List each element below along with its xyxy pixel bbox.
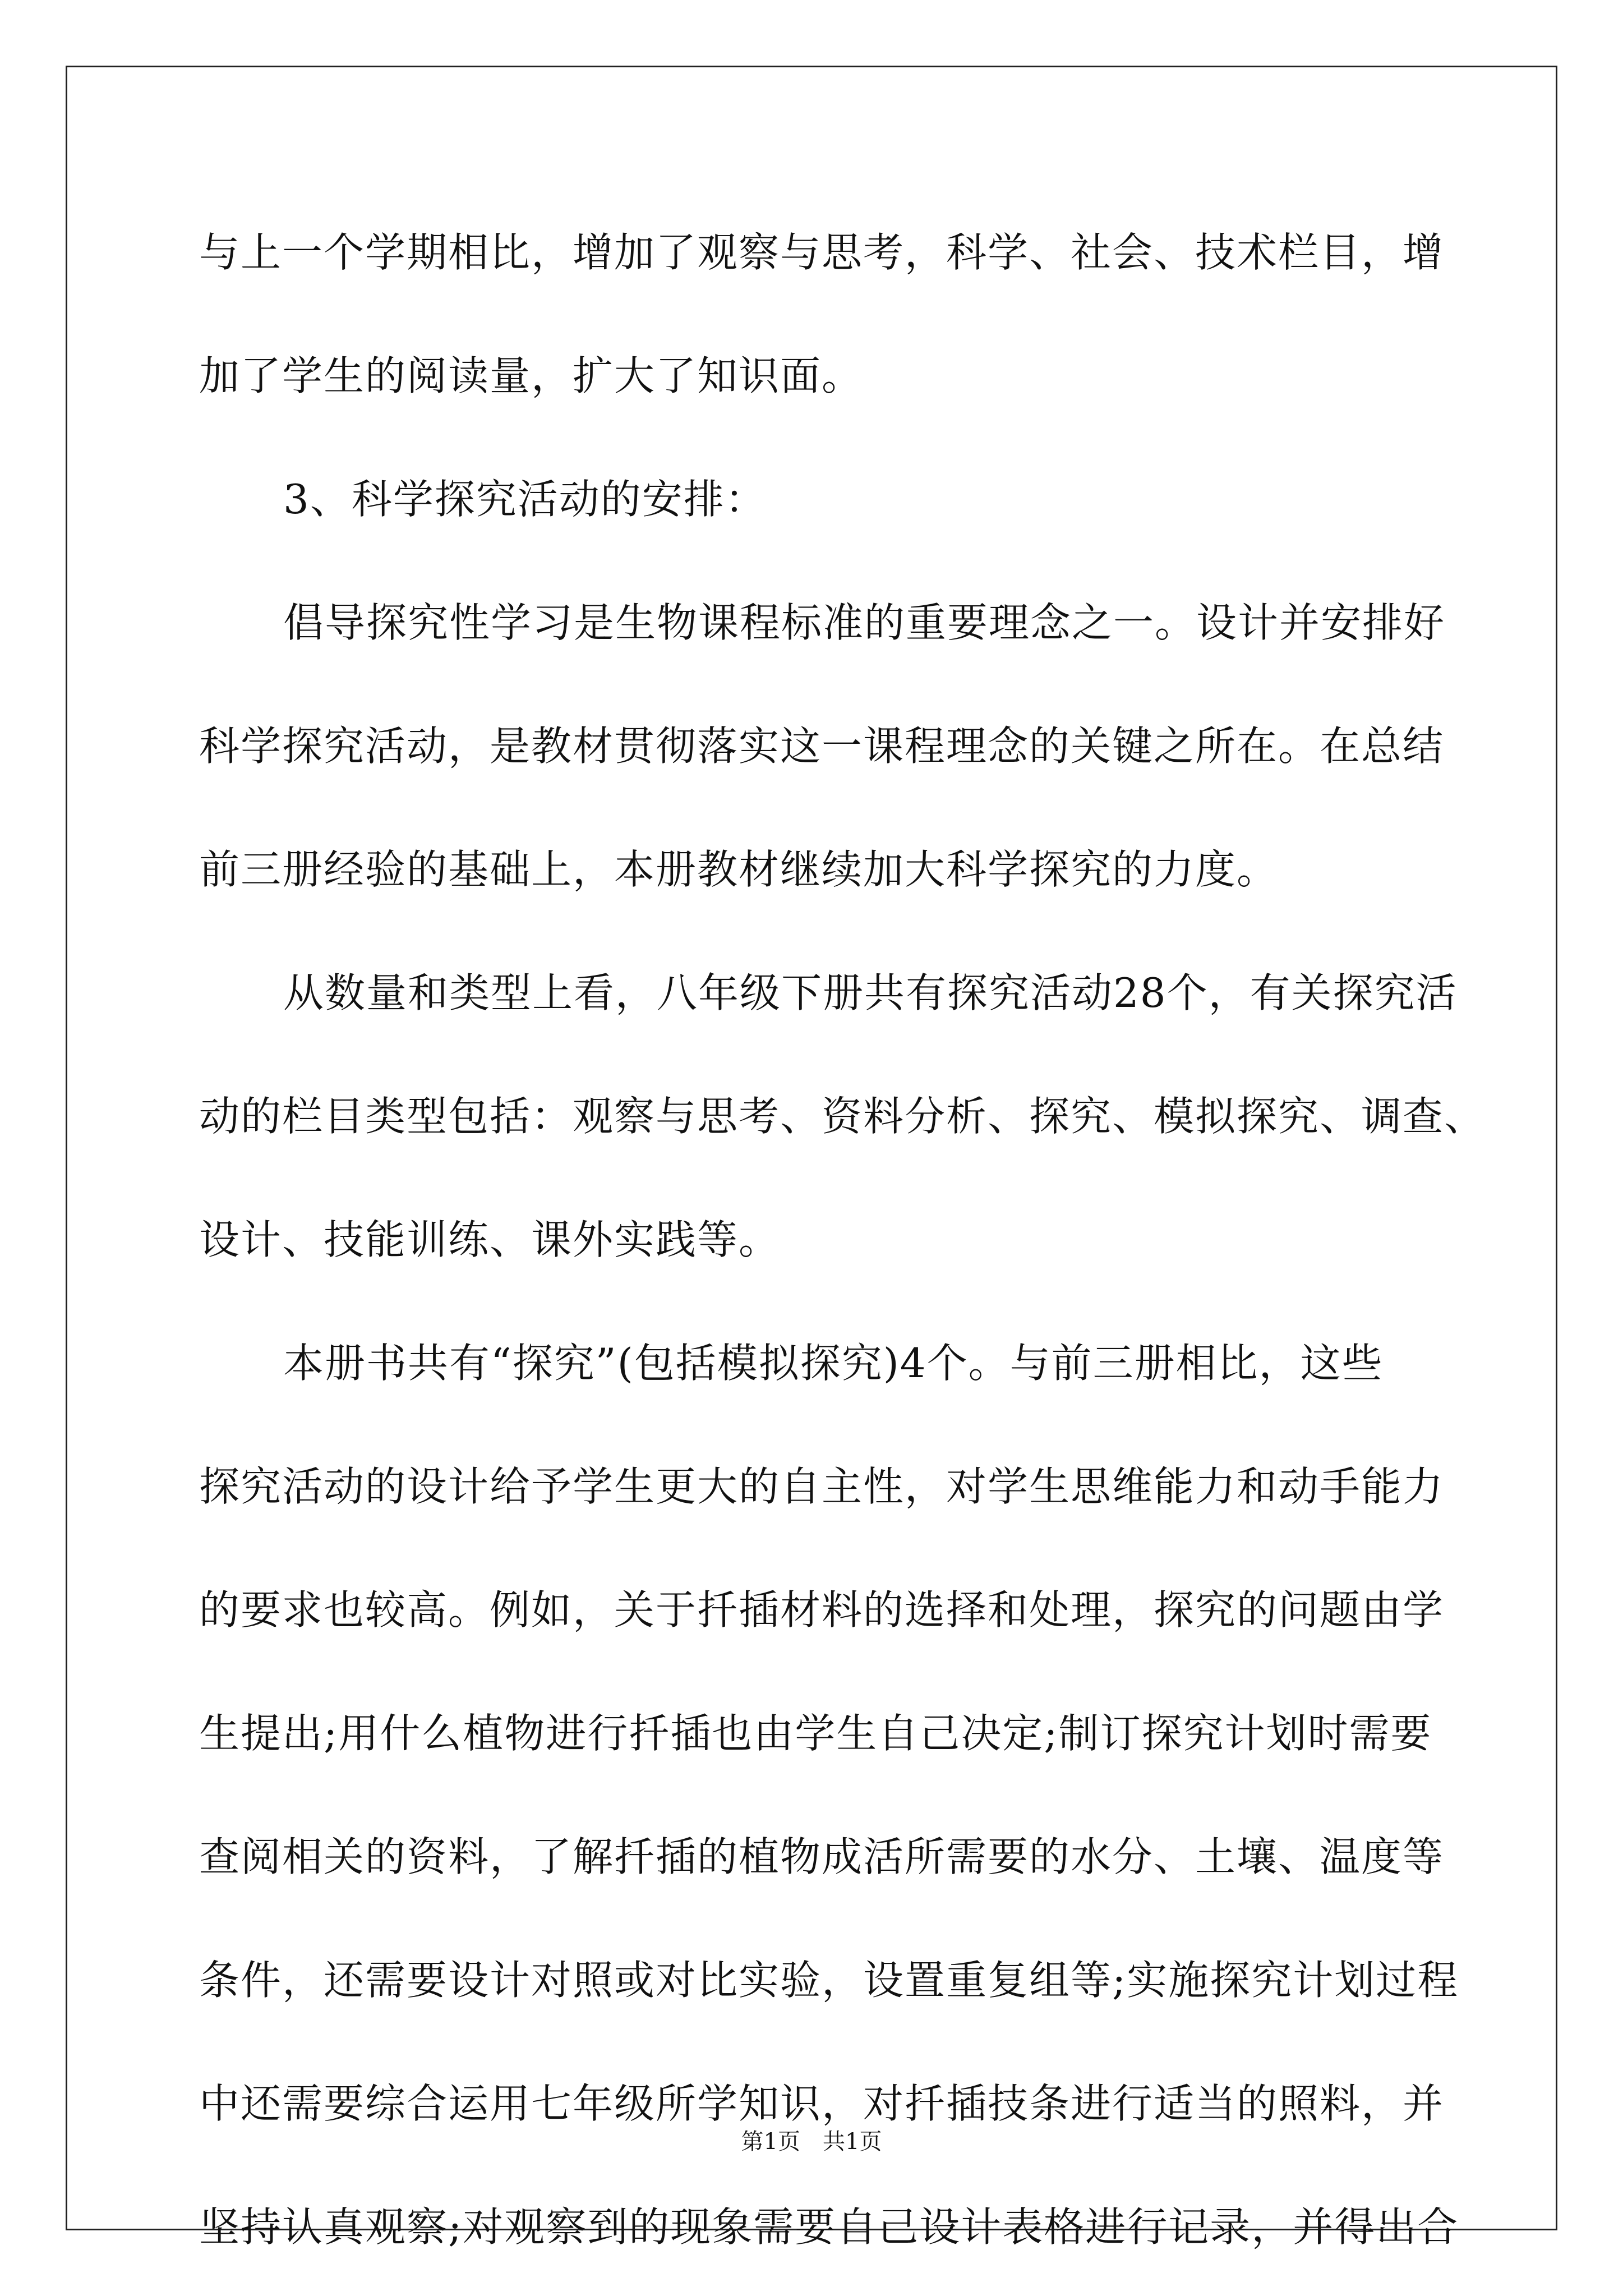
text-line: 查阅相关的资料，了解扦插的植物成活所需要的水分、土壤、温度等 — [199, 1833, 1445, 1880]
section-heading: 3、科学探究活动的安排： — [283, 476, 767, 523]
paragraph-start: 倡导探究性学习是生物课程标准的重要理念之一。设计并安排好 — [283, 599, 1446, 646]
text-line: 加了学生的阅读量，扩大了知识面。 — [199, 352, 864, 399]
paragraph-start: 从数量和类型上看，八年级下册共有探究活动28个，有关探究活 — [283, 969, 1458, 1016]
text-line: 生提出;用什么植物进行扦插也由学生自己决定;制订探究计划时需要 — [199, 1710, 1432, 1757]
text-line: 探究活动的设计给予学生更大的自主性，对学生思维能力和动手能力 — [199, 1463, 1445, 1510]
text-line: 与上一个学期相比，增加了观察与思考，科学、社会、技术栏目，增 — [199, 229, 1445, 276]
text-line: 前三册经验的基础上，本册教材继续加大科学探究的力度。 — [199, 846, 1279, 893]
text-line: 科学探究活动，是教材贯彻落实这一课程理念的关键之所在。在总结 — [199, 723, 1445, 770]
text-line: 的要求也较高。例如，关于扦插材料的选择和处理，探究的问题由学 — [199, 1586, 1445, 1634]
text-line: 中还需要综合运用七年级所学知识，对扦插技条进行适当的照料，并 — [199, 2080, 1445, 2127]
text-line: 设计、技能训练、课外实践等。 — [199, 1216, 781, 1263]
page-number: 第1页 共1页 — [741, 2129, 882, 2155]
text-line: 条件，还需要设计对照或对比实验，设置重复组等;实施探究计划过程 — [199, 1957, 1459, 2004]
paragraph-start: 本册书共有“探究”(包括模拟探究)4个。与前三册相比，这些 — [283, 1340, 1384, 1387]
text-line: 坚持认真观察;对观察到的现象需要自己设计表格进行记录，并得出合 — [199, 2203, 1459, 2251]
text-line: 动的栏目类型包括：观察与思考、资料分析、探究、模拟探究、调查、 — [199, 1093, 1486, 1140]
